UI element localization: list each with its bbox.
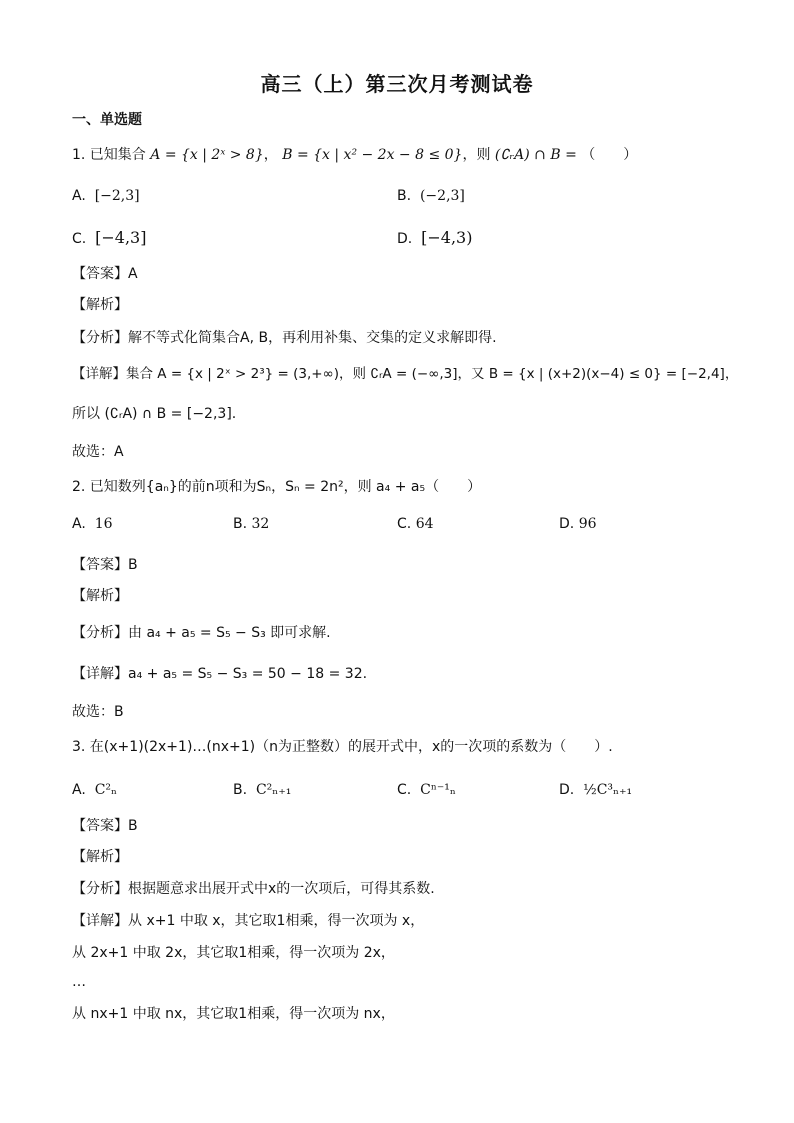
q3-detail-4: 从 nx+1 中取 nx，其它取1相乘，得一次项为 nx， [72,1006,395,1022]
q1-option-c: C. [−4,3] [72,228,147,247]
section-heading: 一、单选题 [72,112,142,128]
q3-detail-2: 从 2x+1 中取 2x，其它取1相乘，得一次项为 2x， [72,945,395,961]
q2-fenxi: 【分析】由 a₄ + a₅ = S₅ − S₃ 即可求解. [72,625,331,641]
q1-option-d: D. [−4,3) [397,228,473,247]
q3-detail-3: … [72,974,86,990]
q3-option-b: B. C²ₙ₊₁ [233,782,292,798]
q1-paren: （ ） [581,147,638,163]
page-title: 高三（上）第三次月考测试卷 [260,72,534,96]
q1-stem-text: 1. 已知集合 [72,147,146,163]
q3-option-a: A. C²ₙ [72,782,118,798]
q2-stem: 2. 已知数列{aₙ}的前n项和为Sₙ，Sₙ = 2n²，则 a₄ + a₅（ ） [72,479,482,495]
q2-analysis: 【解析】 [72,588,128,604]
q3-stem: 3. 在(x+1)(2x+1)…(nx+1)（n为正整数）的展开式中，x的一次项的系数为（ ）. [72,739,613,755]
q1-ask: ，则 [462,147,491,163]
q3-option-d: D. ½C³ₙ₊₁ [559,782,633,798]
q2-choose: 故选：B [72,704,124,720]
q1-answer: 【答案】A [72,266,138,282]
q2-answer: 【答案】B [72,557,138,573]
q1-fenxi: 【分析】解不等式化简集合A, B，再利用补集、交集的定义求解即得. [72,330,497,346]
q1-detail-2: 所以 (∁ᵣA) ∩ B = [−2,3]. [72,406,237,422]
q1-set-a: A = {x | 2ˣ > 8} [150,147,264,163]
q3-detail-1: 【详解】从 x+1 中取 x，其它取1相乘，得一次项为 x， [72,913,425,929]
q2-option-d: D. 96 [559,516,597,532]
q2-option-b: B. 32 [233,516,270,532]
q1-choose: 故选：A [72,444,124,460]
q1-option-a: A. [−2,3] [72,188,140,204]
q1-detail-1: 【详解】集合 A = {x | 2ˣ > 2³} = (3,+∞)，则 ∁ᵣA = (−∞,3]，又 B = {x | (x+2)(x−4) ≤ 0} = [−2,4]， [72,366,739,382]
q2-detail: 【详解】a₄ + a₅ = S₅ − S₃ = 50 − 18 = 32. [72,666,368,682]
q1-set-b: B = {x | x² − 2x − 8 ≤ 0} [282,147,463,163]
q3-answer: 【答案】B [72,818,138,834]
q2-option-a: A. 16 [72,516,113,532]
q3-analysis: 【解析】 [72,849,128,865]
q1-option-b: B. (−2,3] [397,188,465,204]
q1-expr: (∁ᵣA) ∩ B = [494,147,577,163]
q1-analysis: 【解析】 [72,297,128,313]
q2-option-c: C. 64 [397,516,434,532]
q1-stem: 1. 已知集合 A = {x | 2ˣ > 8}， B = {x | x² − 2x − 8 ≤ 0}，则 (∁ᵣA) ∩ B = （ ） [72,147,638,163]
q3-option-c: C. Cⁿ⁻¹ₙ [397,782,456,798]
q3-fenxi: 【分析】根据题意求出展开式中x的一次项后，可得其系数. [72,881,435,897]
